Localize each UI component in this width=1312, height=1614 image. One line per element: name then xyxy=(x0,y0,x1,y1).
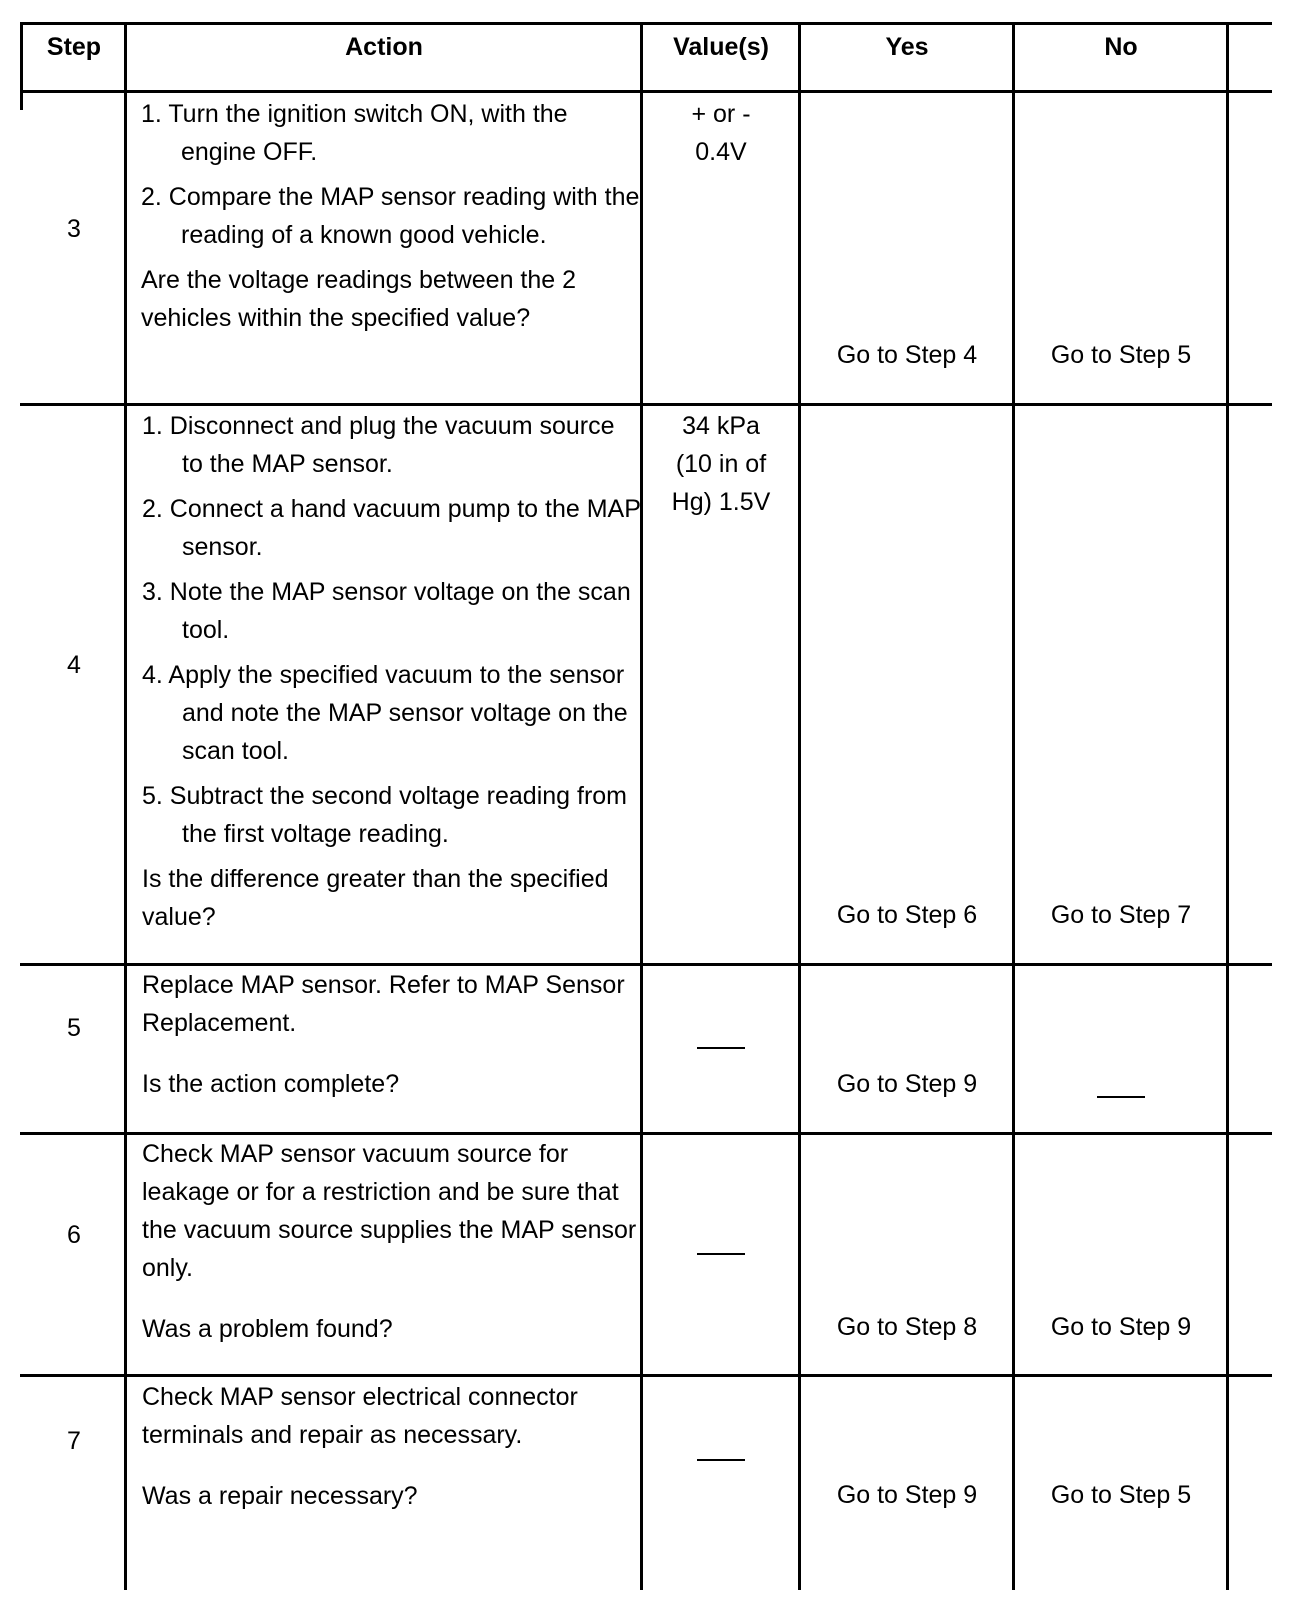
empty-dash xyxy=(697,1253,745,1255)
header-yes: Yes xyxy=(885,33,929,61)
action-step: 4. Apply the specified vacuum to the sensor and note the MAP sensor voltage on the scan tool. xyxy=(142,661,628,765)
action-step: 2. Compare the MAP sensor reading with the reading of a known good vehicle. xyxy=(141,183,640,249)
yes-cell: Go to Step 9 xyxy=(836,1070,978,1098)
value-line: Hg) 1.5V xyxy=(671,488,771,516)
action-steps xyxy=(142,407,642,853)
no-cell: Go to Step 9 xyxy=(1050,1313,1192,1341)
header-values: Value(s) xyxy=(673,33,769,61)
question: Was a problem found? xyxy=(142,1315,393,1343)
empty-dash xyxy=(1097,1096,1145,1098)
yes-cell: Go to Step 4 xyxy=(836,341,978,369)
value-cell xyxy=(642,1028,800,1066)
header-step: Step xyxy=(46,33,102,61)
value-cell xyxy=(642,95,800,171)
header-action: Action xyxy=(345,33,423,61)
action-step: 1. Disconnect and plug the vacuum source to the MAP sensor. xyxy=(142,412,615,478)
value-line: 34 kPa xyxy=(682,412,760,440)
value-cell xyxy=(642,407,800,521)
column-rule xyxy=(798,22,801,1590)
no-cell xyxy=(1014,1077,1228,1115)
action-step: 5. Subtract the second voltage reading from the first voltage reading. xyxy=(142,782,628,848)
no-cell: Go to Step 5 xyxy=(1050,341,1192,369)
question: Is the action complete? xyxy=(142,1070,400,1098)
action-step: 1. Turn the ignition switch ON, with the engine OFF. xyxy=(141,100,568,166)
header-rule xyxy=(20,90,1272,93)
question: Are the voltage readings between the 2 vehicles within the specified value? xyxy=(141,266,577,332)
action-cell xyxy=(126,95,642,337)
value-line: 0.4V xyxy=(695,138,747,166)
value-cell xyxy=(642,1440,800,1478)
table-border-top xyxy=(20,22,1272,25)
step-number: 5 xyxy=(67,1014,81,1042)
question: Was a repair necessary? xyxy=(142,1482,418,1510)
no-cell: Go to Step 7 xyxy=(1050,901,1192,929)
yes-cell: Go to Step 9 xyxy=(836,1481,978,1509)
action-text: Replace MAP sensor. Refer to MAP Sensor Replacement. xyxy=(142,971,625,1037)
step-number: 6 xyxy=(67,1221,81,1249)
yes-cell: Go to Step 8 xyxy=(836,1313,978,1341)
row-rule xyxy=(20,403,1272,406)
yes-cell: Go to Step 6 xyxy=(836,901,978,929)
value-cell xyxy=(642,1234,800,1272)
column-rule xyxy=(1226,22,1229,1590)
action-cell xyxy=(126,407,642,936)
column-rule xyxy=(1012,22,1015,1590)
step-number: 4 xyxy=(67,651,81,679)
step-number: 3 xyxy=(67,215,81,243)
no-cell: Go to Step 5 xyxy=(1050,1481,1192,1509)
empty-dash xyxy=(697,1047,745,1049)
value-line: + or - xyxy=(691,100,751,128)
action-cell xyxy=(126,1135,642,1348)
action-step: 3. Note the MAP sensor voltage on the scan tool. xyxy=(142,578,631,644)
step-number: 7 xyxy=(67,1427,81,1455)
header-no: No xyxy=(1104,33,1138,61)
action-text: Check MAP sensor electrical connector terminals and repair as necessary. xyxy=(142,1383,578,1449)
value-line: (10 in of xyxy=(675,450,767,478)
action-cell xyxy=(126,1378,642,1515)
action-steps xyxy=(141,95,642,254)
empty-dash xyxy=(697,1459,745,1461)
action-text: Check MAP sensor vacuum source for leakage or for a restriction and be sure that the vacuum source supplies the MAP sensor only. xyxy=(142,1140,637,1282)
action-step: 2. Connect a hand vacuum pump to the MAP sensor. xyxy=(142,495,641,561)
action-cell xyxy=(126,966,642,1103)
row-rule xyxy=(20,1374,1272,1377)
question: Is the difference greater than the specified value? xyxy=(142,865,609,931)
